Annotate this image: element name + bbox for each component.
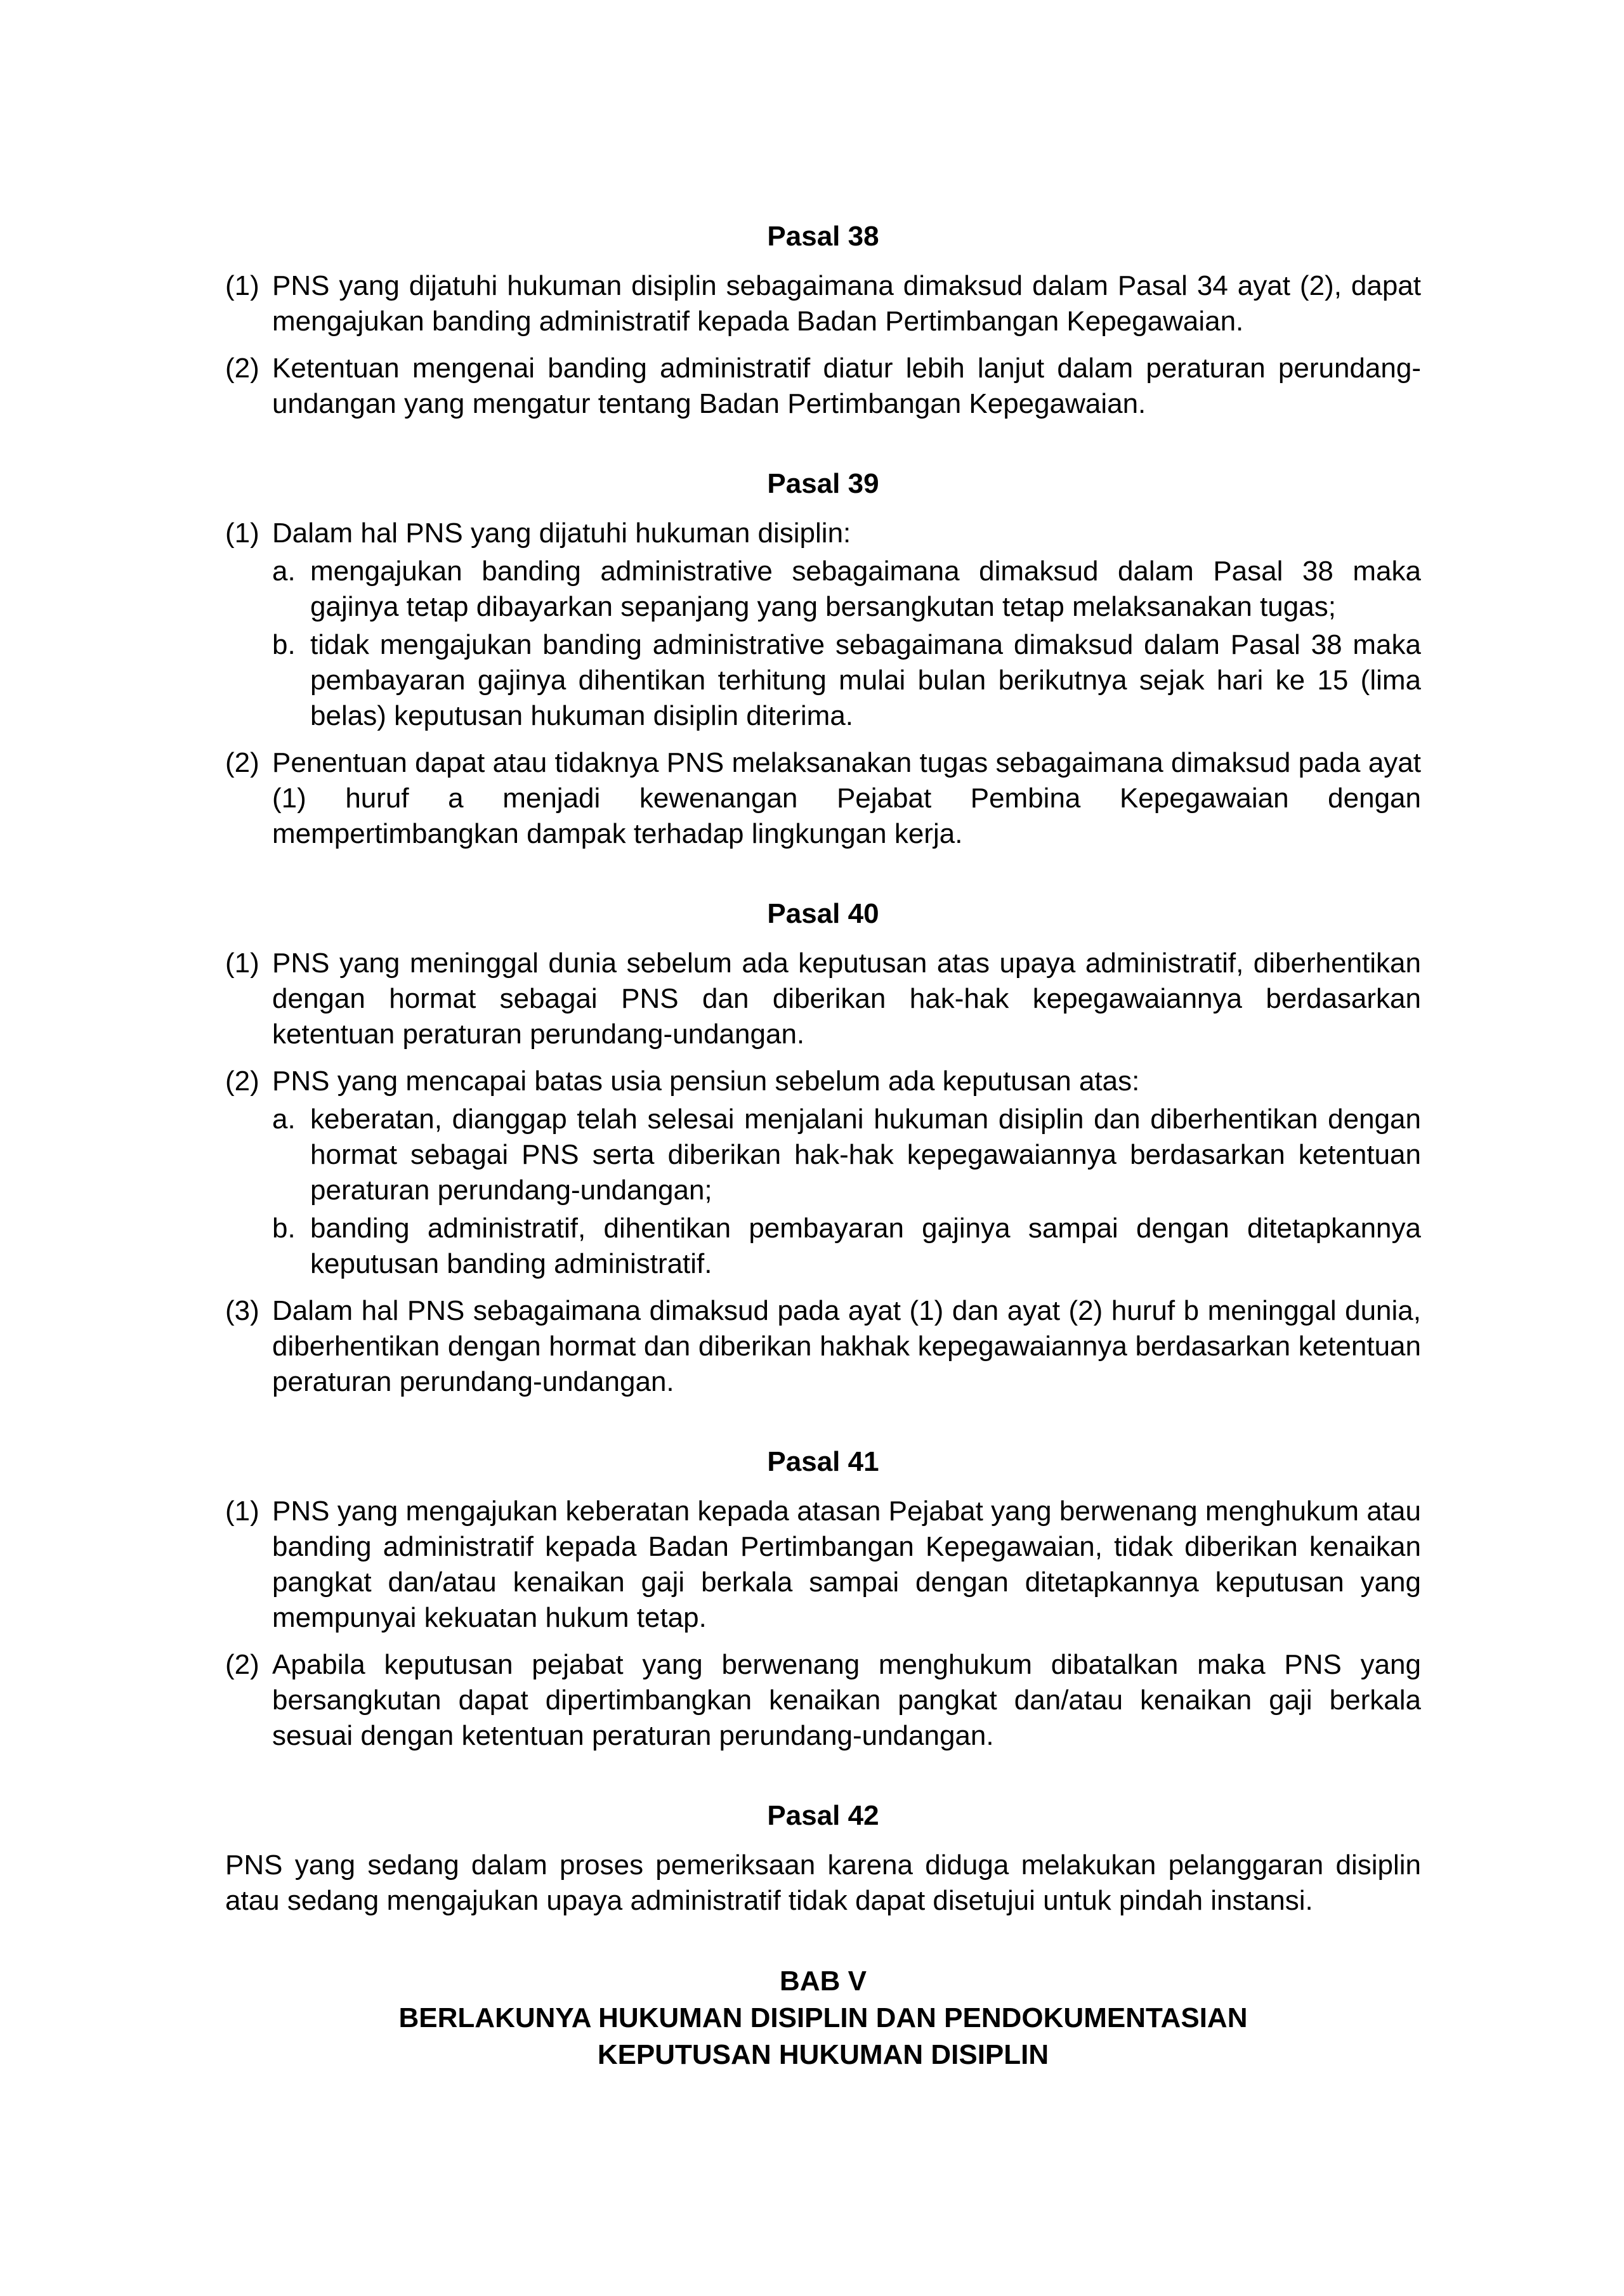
pasal-42-heading: Pasal 42 xyxy=(767,1800,879,1831)
pasal-42-text: PNS yang sedang dalam proses pemeriksaan karena diduga melakukan pelanggaran disiplin atau sedang mengajukan upaya administratif tidak dapat disetujui untuk pindah instansi. xyxy=(225,1849,1421,1916)
ayat-number: (2) xyxy=(225,353,259,384)
ayat-number: (1) xyxy=(225,1496,259,1527)
ayat-text: Dalam hal PNS sebagaimana dimaksud pada ayat (1) dan ayat (2) huruf b meninggal dunia, diberhentikan dengan hormat dan diberikan hakhak kepegawaiannya berdasarkan ketentuan peraturan perundang-undangan. xyxy=(272,1295,1421,1397)
ayat-text: Dalam hal PNS yang dijatuhi hukuman disiplin: xyxy=(272,518,851,549)
pasal-39-ayat-1-points xyxy=(225,554,1421,734)
pasal-39 xyxy=(225,466,1421,852)
point-text: tidak mengajukan banding administrative sebagaimana dimaksud dalam Pasal 38 maka pembayaran gajinya dihentikan terhitung mulai bulan berikutnya sejak hari ke 15 (lima belas) keputusan hukuman disiplin diterima. xyxy=(310,629,1421,731)
pasal-38 xyxy=(225,219,1421,422)
bab-v xyxy=(225,1963,1421,2073)
pasal-40-ayat-3 xyxy=(225,1293,1421,1400)
ayat-number: (1) xyxy=(225,948,259,979)
point-letter: b. xyxy=(272,1213,296,1244)
point-b xyxy=(272,627,1421,734)
point-a xyxy=(272,554,1421,625)
ayat-number: (1) xyxy=(225,518,259,549)
pasal-40 xyxy=(225,896,1421,1400)
pasal-39-heading: Pasal 39 xyxy=(767,468,879,499)
pasal-41-ayat-2 xyxy=(225,1647,1421,1754)
point-text: banding administratif, dihentikan pembayaran gajinya sampai dengan ditetapkannya keputusan banding administratif. xyxy=(310,1213,1421,1279)
bab-title-line-2: KEPUTUSAN HUKUMAN DISIPLIN xyxy=(597,2039,1049,2070)
pasal-40-ayat-2-points xyxy=(225,1102,1421,1282)
ayat-text: PNS yang mencapai batas usia pensiun sebelum ada keputusan atas: xyxy=(272,1066,1140,1097)
ayat-number: (2) xyxy=(225,747,259,778)
pasal-42 xyxy=(225,1798,1421,1919)
bab-number: BAB V xyxy=(780,1966,867,1997)
ayat-number: (3) xyxy=(225,1295,259,1326)
ayat-text: Penentuan dapat atau tidaknya PNS melaksanakan tugas sebagaimana dimaksud pada ayat (1) huruf a menjadi kewenangan Pejabat Pembina Kepegawaian dengan mempertimbangkan dampak terhadap lingkungan kerja. xyxy=(272,747,1421,849)
point-letter: a. xyxy=(272,1104,296,1135)
document-content xyxy=(225,219,1421,2073)
pasal-40-ayat-1 xyxy=(225,946,1421,1052)
ayat-text: PNS yang mengajukan keberatan kepada atasan Pejabat yang berwenang menghukum atau banding administratif kepada Badan Pertimbangan Kepegawaian, tidak diberikan kenaikan pangkat dan/atau kenaikan gaji berkala sampai dengan ditetapkannya keputusan yang mempunyai kekuatan hukum tetap. xyxy=(272,1496,1421,1633)
pasal-38-ayat-1 xyxy=(225,268,1421,339)
pasal-40-heading: Pasal 40 xyxy=(767,898,879,929)
point-b xyxy=(272,1211,1421,1282)
ayat-text: PNS yang dijatuhi hukuman disiplin sebagaimana dimaksud dalam Pasal 34 ayat (2), dapat mengajukan banding administratif kepada Badan Pertimbangan Kepegawaian. xyxy=(272,270,1421,337)
point-text: keberatan, dianggap telah selesai menjalani hukuman disiplin dan diberhentikan dengan hormat sebagai PNS serta diberikan hak-hak kepegawaiannya berdasarkan ketentuan peraturan perundang-undangan; xyxy=(310,1104,1421,1206)
pasal-39-ayat-1 xyxy=(225,516,1421,551)
pasal-38-heading: Pasal 38 xyxy=(767,221,879,252)
pasal-40-ayat-2 xyxy=(225,1064,1421,1099)
ayat-text: Ketentuan mengenai banding administratif diatur lebih lanjut dalam peraturan perundang-undangan yang mengatur tentang Badan Pertimbangan Kepegawaian. xyxy=(272,353,1421,419)
point-letter: a. xyxy=(272,556,296,587)
pasal-41-heading: Pasal 41 xyxy=(767,1446,879,1477)
pasal-41 xyxy=(225,1444,1421,1754)
pasal-38-ayat-2 xyxy=(225,351,1421,422)
ayat-number: (1) xyxy=(225,270,259,301)
pasal-39-ayat-2 xyxy=(225,745,1421,852)
ayat-number: (2) xyxy=(225,1066,259,1097)
point-text: mengajukan banding administrative sebagaimana dimaksud dalam Pasal 38 maka gajinya tetap dibayarkan sepanjang yang bersangkutan tetap melaksanakan tugas; xyxy=(310,556,1421,622)
bab-title-line-1: BERLAKUNYA HUKUMAN DISIPLIN DAN PENDOKUMENTASIAN xyxy=(398,2002,1248,2033)
ayat-number: (2) xyxy=(225,1649,259,1680)
ayat-text: Apabila keputusan pejabat yang berwenang menghukum dibatalkan maka PNS yang bersangkutan dapat dipertimbangkan kenaikan pangkat dan/atau kenaikan gaji berkala sesuai dengan ketentuan peraturan perundang-undangan. xyxy=(272,1649,1421,1751)
pasal-41-ayat-1 xyxy=(225,1494,1421,1636)
point-a xyxy=(272,1102,1421,1208)
ayat-text: PNS yang meninggal dunia sebelum ada keputusan atas upaya administratif, diberhentikan dengan hormat sebagai PNS dan diberikan hak-hak kepegawaiannya berdasarkan ketentuan peraturan perundang-undangan. xyxy=(272,948,1421,1050)
point-letter: b. xyxy=(272,629,296,660)
